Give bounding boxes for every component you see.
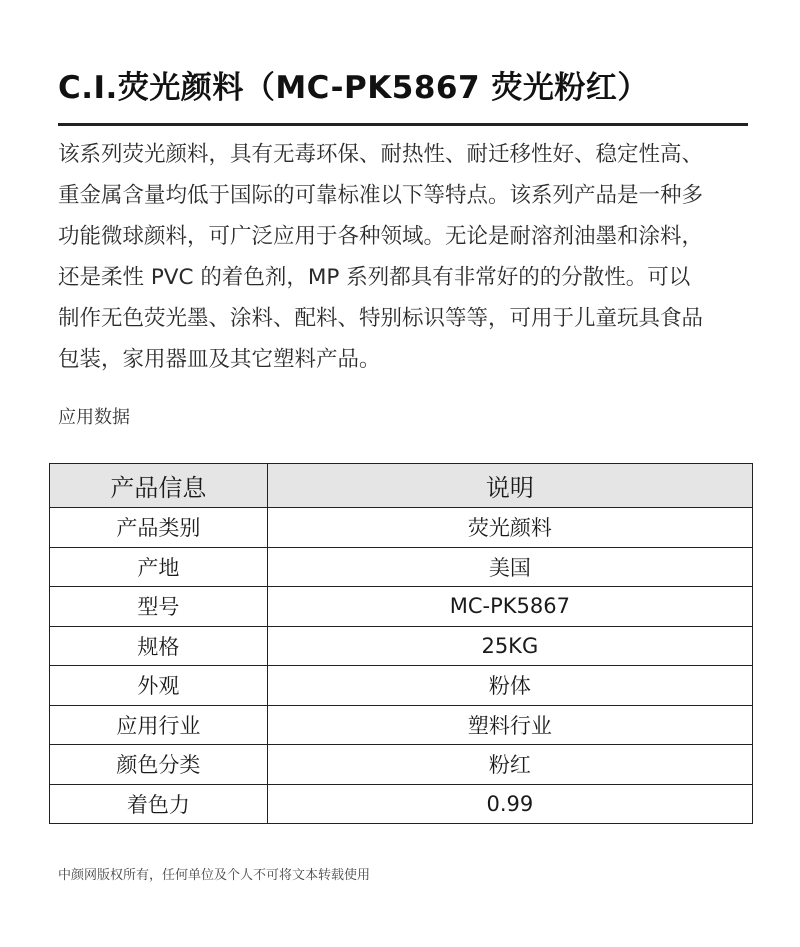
row-value: 0.99 — [267, 784, 752, 824]
header-product-info: 产品信息 — [50, 464, 268, 508]
table-row — [50, 784, 753, 824]
row-value: 粉体 — [267, 666, 752, 706]
header-description: 说明 — [267, 464, 752, 508]
section-label: 应用数据 — [58, 407, 130, 428]
row-label: 产地 — [50, 547, 268, 587]
table-row — [50, 705, 753, 745]
intro-line: 重金属含量均低于国际的可靠标准以下等特点。该系列产品是一种多 — [58, 183, 704, 208]
intro-line: 包装，家用器皿及其它塑料产品。 — [58, 347, 381, 372]
row-value: 荧光颜料 — [267, 508, 752, 548]
table-row — [50, 745, 753, 785]
table-row — [50, 547, 753, 587]
copyright-footer: 中颜网版权所有，任何单位及个人不可将文本转载使用 — [58, 868, 371, 883]
intro-line: 该系列荧光颜料，具有无毒环保、耐热性、耐迁移性好、稳定性高、 — [58, 142, 704, 167]
row-label: 应用行业 — [50, 705, 268, 745]
row-label: 产品类别 — [50, 508, 268, 548]
page-title: C.I.荧光颜料（MC-PK5867 荧光粉红） — [58, 70, 649, 106]
row-value: 美国 — [267, 547, 752, 587]
intro-line: 制作无色荧光墨、涂料、配料、特别标识等等，可用于儿童玩具食品 — [58, 306, 704, 331]
row-value: 25KG — [267, 626, 752, 666]
row-value: 粉红 — [267, 745, 752, 785]
intro-line: 还是柔性 PVC 的着色剂，MP 系列都具有非常好的的分散性。可以 — [58, 265, 691, 290]
title-divider — [58, 123, 748, 126]
table-row — [50, 587, 753, 627]
table-row — [50, 508, 753, 548]
row-label: 规格 — [50, 626, 268, 666]
spec-table — [49, 463, 753, 824]
row-label: 型号 — [50, 587, 268, 627]
table-header-row — [50, 464, 753, 508]
row-value: 塑料行业 — [267, 705, 752, 745]
intro-paragraph — [58, 134, 758, 380]
row-label: 外观 — [50, 666, 268, 706]
row-value: MC-PK5867 — [267, 587, 752, 627]
row-label: 颜色分类 — [50, 745, 268, 785]
table-row — [50, 666, 753, 706]
row-label: 着色力 — [50, 784, 268, 824]
table-row — [50, 626, 753, 666]
intro-line: 功能微球颜料，可广泛应用于各种领域。无论是耐溶剂油墨和涂料， — [58, 224, 704, 249]
